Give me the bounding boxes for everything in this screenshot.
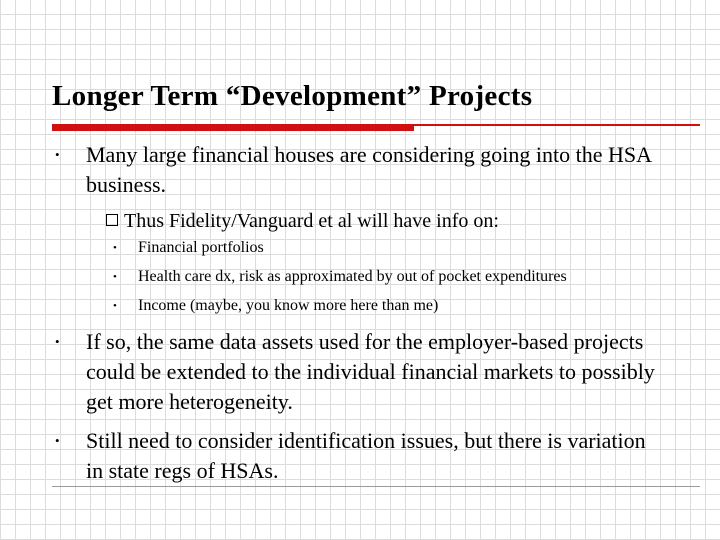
bullet-marker: • [55, 334, 60, 349]
bullet-text: If so, the same data assets used for the employer-based projects could be extended to the individual financial markets to possibly get more heterogeneity. [86, 329, 655, 414]
bullet-text: Many large financial houses are considering going into the HSA business. [86, 142, 651, 197]
footer-rule [52, 486, 700, 487]
sub-sub-bullet-text: Income (maybe, you know more here than me) [138, 297, 439, 314]
title-underline-accent [52, 124, 414, 131]
sub-sub-bullet-text: Health care dx, risk as approximated by out of pocket expenditures [138, 268, 567, 285]
bullet-marker: • [55, 147, 60, 162]
slide-title: Longer Term “Development” Projects [52, 80, 533, 112]
sub-bullet [106, 208, 499, 234]
sub-sub-bullet-marker: • [113, 271, 117, 283]
sub-sub-bullet-marker: • [113, 242, 117, 254]
sub-bullet-text: Thus Fidelity/Vanguard et al will have info on: [124, 210, 499, 232]
bullet-text: Still need to consider identification issues, but there is variation in state regs of HSAs. [86, 428, 646, 483]
sub-sub-bullet-text: Financial portfolios [138, 239, 264, 256]
hollow-square-icon [106, 214, 118, 226]
bullet-marker: • [55, 433, 60, 448]
sub-sub-bullet-marker: • [113, 300, 117, 312]
